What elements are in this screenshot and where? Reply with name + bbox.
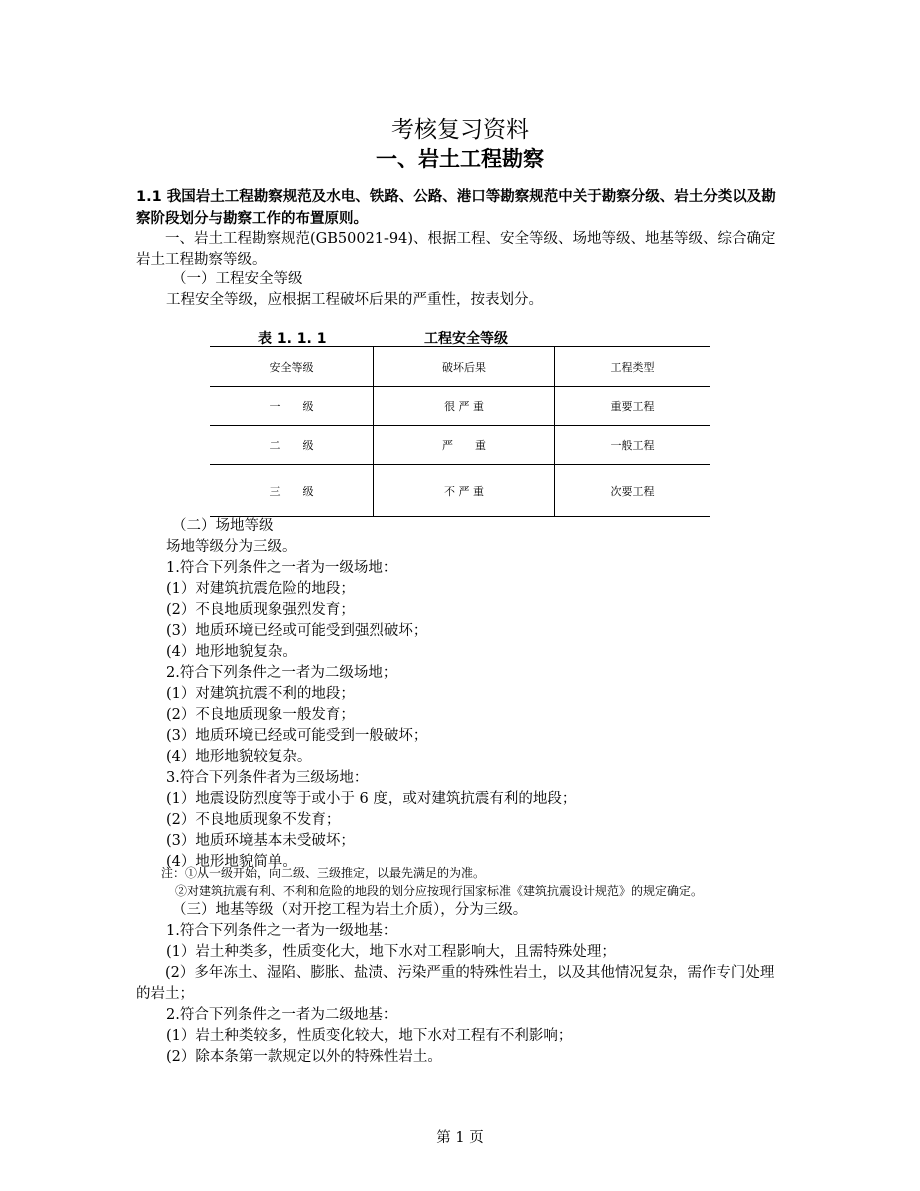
- table-cell: 一般工程: [555, 426, 711, 465]
- table-cell: 重要工程: [555, 387, 711, 426]
- table-cell: 一 级: [210, 387, 374, 426]
- sec2-line: (3）地质环境已经或可能受到强烈破坏；: [166, 623, 428, 639]
- sec2-line: (2）不良地质现象强烈发育；: [166, 602, 355, 618]
- table-cell: 很 严 重: [374, 387, 555, 426]
- sec2-line: (2）不良地质现象一般发育；: [166, 707, 355, 723]
- sec2-line: (4）地形地貌较复杂。: [166, 749, 312, 765]
- sec3-paragraph: (2）多年冻土、湿陷、膨胀、盐渍、污染严重的特殊性岩土，以及其他情况复杂，需作专门处理的岩土；: [136, 965, 775, 1002]
- table-cell: 二 级: [210, 426, 374, 465]
- table-header-cell: 安全等级: [210, 347, 374, 387]
- sec2-line: (4）地形地貌简单。: [166, 854, 297, 870]
- sec2-line: 2.符合下列条件之一者为二级场地；: [166, 665, 398, 681]
- note-line: ②对建筑抗震有利、不利和危险的地段的划分应按现行国家标准《建筑抗震设计规范》的规定确定。: [175, 884, 704, 898]
- sec1-heading: （一）工程安全等级: [172, 271, 303, 287]
- sec2-line: (2）不良地质现象不发育；: [166, 812, 341, 828]
- table-row: [210, 387, 710, 426]
- sec3-line: (1）岩土种类较多，性质变化较大，地下水对工程有不利影响；: [166, 1028, 573, 1044]
- document-title: 考核复习资料: [391, 117, 529, 143]
- table-header-cell: 工程类型: [555, 347, 711, 387]
- section-title: 一、岩土工程勘察: [376, 147, 544, 171]
- sec3-line: (2）除本条第一款规定以外的特殊性岩土。: [166, 1049, 442, 1065]
- sec2-line: 场地等级分为三级。: [166, 539, 297, 555]
- table-cell: 三 级: [210, 465, 374, 517]
- sec2-line: (4）地形地貌复杂。: [166, 644, 297, 660]
- intro-heading: 1.1 我国岩土工程勘察规范及水电、铁路、公路、港口等勘察规范中关于勘察分级、岩土分类以及勘察阶段划分与勘察工作的布置原则。: [136, 189, 776, 227]
- sec3-line: 2.符合下列条件之一者为二级地基：: [166, 1007, 398, 1023]
- table-header-row: [210, 347, 710, 387]
- table-row: [210, 465, 710, 517]
- table-cell: 次要工程: [555, 465, 711, 517]
- sec2-line: (1）对建筑抗震不利的地段；: [166, 686, 355, 702]
- note-line: 注：①从一级开始，向二级、三级推定，以最先满足的为准。: [161, 866, 486, 880]
- sec2-line: (1）地震设防烈度等于或小于 6 度，或对建筑抗震有利的地段；: [166, 791, 577, 807]
- table-header-cell: 破坏后果: [374, 347, 555, 387]
- sec2-line: 1.符合下列条件之一者为一级场地：: [166, 560, 398, 576]
- sec3-line: 1.符合下列条件之一者为一级地基：: [166, 923, 398, 939]
- sec3-heading: （三）地基等级（对开挖工程为岩土介质），分为三级。: [172, 902, 528, 918]
- sec2-line: (3）地质环境基本未受破坏；: [166, 833, 355, 849]
- sec1-text: 工程安全等级，应根据工程破坏后果的严重性，按表划分。: [166, 292, 543, 308]
- table-row: [210, 426, 710, 465]
- sec2-line: (3）地质环境已经或可能受到一般破坏；: [166, 728, 428, 744]
- table-caption: 工程安全等级: [424, 331, 508, 347]
- page-number: 第 1 页: [436, 1130, 484, 1146]
- sec2-line: (1）对建筑抗震危险的地段；: [166, 581, 355, 597]
- table-number: 表 1. 1. 1: [258, 331, 327, 347]
- sec2-line: 3.符合下列条件者为三级场地：: [166, 770, 369, 786]
- table-cell: 不 严 重: [374, 465, 555, 517]
- intro-paragraph: 一、岩土工程勘察规范(GB50021-94)、根据工程、安全等级、场地等级、地基等级、综合确定岩土工程勘察等级。: [136, 231, 776, 268]
- safety-grade-table: [210, 346, 710, 517]
- sec2-heading: （二）场地等级: [172, 518, 274, 534]
- table-cell: 严 重: [374, 426, 555, 465]
- sec3-line: (1）岩土种类多，性质变化大，地下水对工程影响大，且需特殊处理；: [166, 944, 616, 960]
